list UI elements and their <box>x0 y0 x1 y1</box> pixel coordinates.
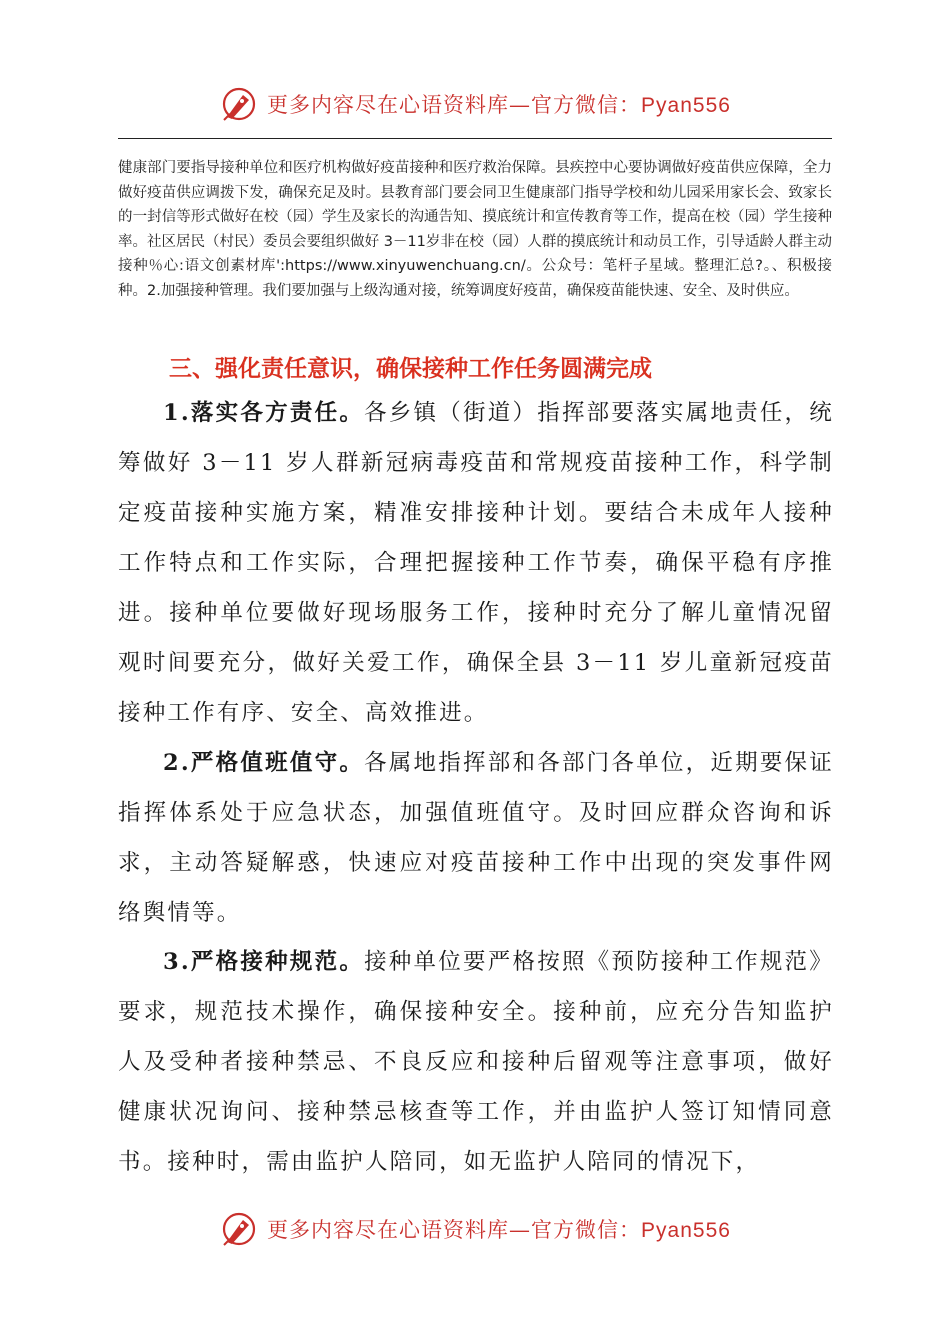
paragraph-lead: 1.落实各方责任。 <box>163 400 365 426</box>
footer-banner <box>0 1209 950 1249</box>
paragraph-body: 接种单位要严格按照《预防接种工作规范》要求，规范技术操作，确保接种安全。接种前，应充分告知监护人及受种者接种禁忌、不良反应和接种后留观等注意事项，做好健康状况询问、接种禁忌核查等工作，并由监护人签订知情同意书。接种时，需由监护人陪同，如无监护人陪同的情况下， <box>118 949 834 1175</box>
paragraph-3 <box>118 937 834 1187</box>
section-heading: 三、强化责任意识，确保接种工作任务圆满完成 <box>169 356 652 382</box>
paragraph-body: 各乡镇（街道）指挥部要落实属地责任，统筹做好 3－11 岁人群新冠病毒疫苗和常规疫苗接种工作，科学制定疫苗接种实施方案，精准安排接种计划。要结合未成年人接种工作特点和工作实际，合理把握接种工作节奏，确保平稳有序推进。接种单位要做好现场服务工作，接种时充分了解儿童情况留观时间要充分，做好关爱工作，确保全县 3－11 岁儿童新冠疫苗接种工作有序、安全、高效推进。 <box>118 400 834 726</box>
wechat-id: Pyan556 <box>641 94 731 117</box>
paragraph-lead: 2.严格值班值守。 <box>163 750 365 776</box>
paragraph-2 <box>118 738 834 938</box>
header-banner <box>0 84 950 124</box>
intro-paragraph: 健康部门要指导接种单位和医疗机构做好疫苗接种和医疗救治保障。县疾控中心要协调做好疫苗供应保障，全力做好疫苗供应调拨下发，确保充足及时。县教育部门要会同卫生健康部门指导学校和幼儿园采用家长会、致家长的一封信等形式做好在校（园）学生及家长的沟通告知、摸底统计和宣传教育等工作，提高在校（园）学生接种率。社区居民（村民）委员会要组织做好 3－11岁非在校（园）人群的摸底统计和动员工作，引导适龄人群主动接种％心:语文创素材库':https://www.xinyuwenchuang.cn/。公众号：笔杆子星域。整理汇总?。、积极接种。2.加强接种管理。我们要加强与上级沟通对接，统筹调度好疫苗，确保疫苗能快速、安全、及时供应。 <box>118 160 832 299</box>
pen-nib-logo-icon <box>219 84 259 124</box>
header-banner-text: 更多内容尽在心语资料库—官方微信：Pyan556 <box>267 93 731 117</box>
pen-nib-logo-icon <box>219 1209 259 1249</box>
paragraph-1 <box>118 388 834 738</box>
header-divider <box>118 138 832 139</box>
paragraph-lead: 3.严格接种规范。 <box>163 949 365 975</box>
wechat-id: Pyan556 <box>641 1219 731 1242</box>
paragraph-body: 各属地指挥部和各部门各单位，近期要保证指挥体系处于应急状态，加强值班值守。及时回应群众咨询和诉求，主动答疑解惑，快速应对疫苗接种工作中出现的突发事件网络舆情等。 <box>118 750 834 926</box>
footer-banner-text: 更多内容尽在心语资料库—官方微信：Pyan556 <box>267 1218 731 1242</box>
